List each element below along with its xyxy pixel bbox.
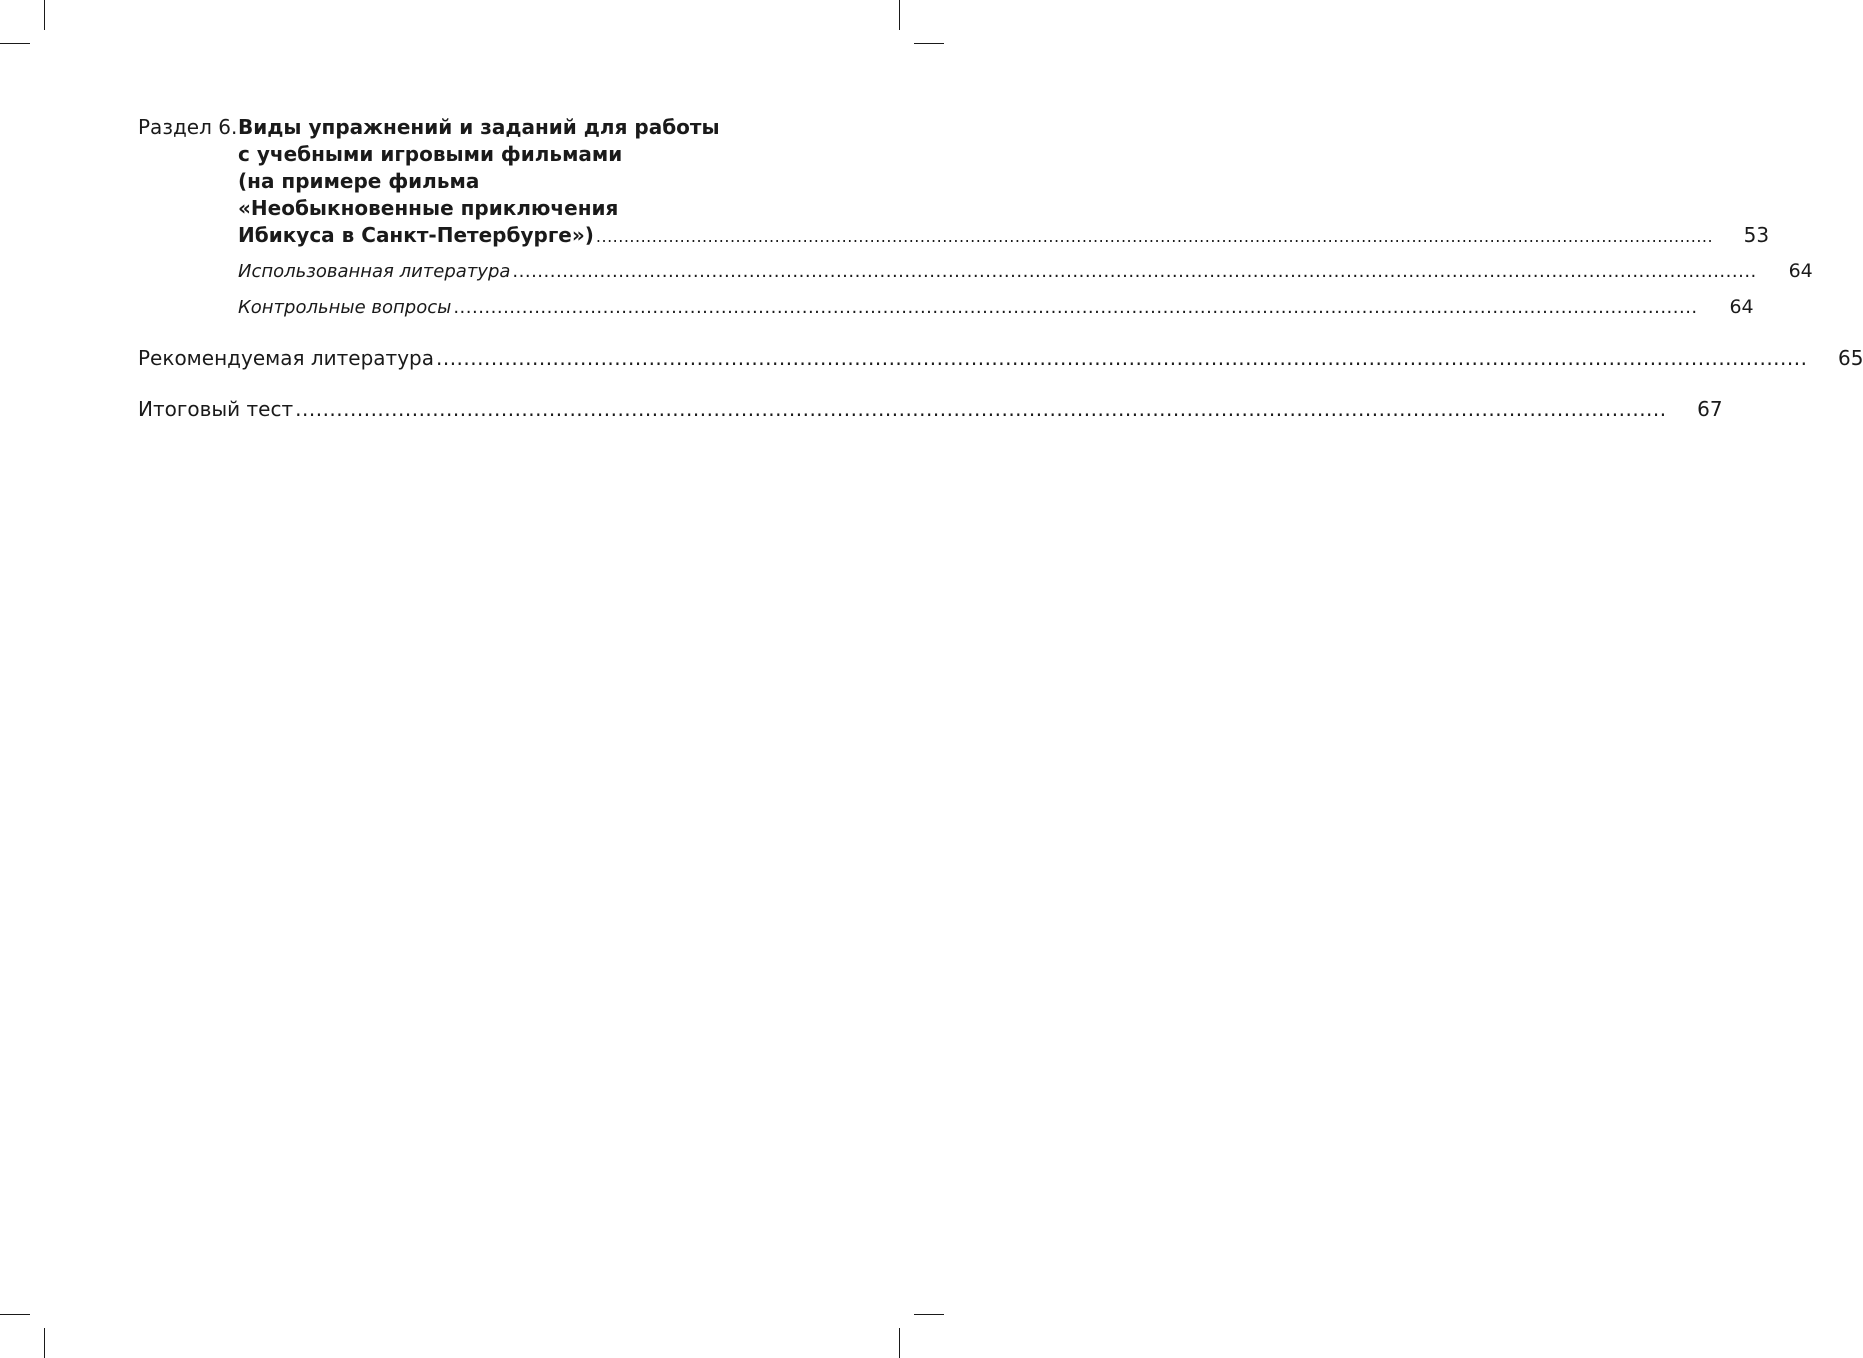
toc-entry-final-test[interactable] xyxy=(138,396,1723,423)
section-title-line: (на примере фильма xyxy=(238,169,480,193)
entry-title: Итоговый тест xyxy=(138,397,294,421)
toc-entry-recommended-literature[interactable] xyxy=(138,345,1863,372)
dot-leader xyxy=(512,260,1756,284)
crop-mark-bottom-right-horizontal xyxy=(914,1314,944,1315)
crop-mark-top-right-horizontal xyxy=(914,43,944,44)
dot-leader xyxy=(453,296,1697,320)
dot-leader xyxy=(436,345,1807,372)
crop-mark-top-left-vertical xyxy=(44,0,45,30)
section-title-line: с учебными игровыми фильмами xyxy=(238,142,623,166)
subentry-title: Использованная литература xyxy=(238,261,511,282)
section-label: Раздел 6. xyxy=(138,115,238,139)
page-number: 67 xyxy=(1697,397,1723,421)
crop-mark-bottom-left-vertical xyxy=(44,1328,45,1358)
section-title xyxy=(238,114,1769,249)
toc-subentry-questions[interactable] xyxy=(238,295,1754,320)
crop-mark-bottom-left-horizontal xyxy=(0,1314,30,1315)
page-number: 53 xyxy=(1743,223,1770,247)
crop-mark-bottom-right-vertical xyxy=(899,1328,900,1358)
crop-mark-top-left-horizontal xyxy=(0,43,30,44)
crop-mark-top-right-vertical xyxy=(899,0,900,30)
table-of-contents xyxy=(138,114,1863,423)
page-number: 64 xyxy=(1729,296,1754,318)
section-title-line: Виды упражнений и заданий для работы xyxy=(238,115,720,139)
subentry-title: Контрольные вопросы xyxy=(238,297,452,318)
section-title-line: Ибикуса в Санкт-Петербурге») xyxy=(238,223,594,247)
page-number: 65 xyxy=(1838,346,1863,370)
page-number: 64 xyxy=(1788,260,1813,282)
dot-leader xyxy=(295,396,1666,423)
entry-title: Рекомендуемая литература xyxy=(138,346,434,370)
toc-subentry-references[interactable] xyxy=(238,259,1813,284)
dot-leader xyxy=(596,227,1713,246)
section-title-line: «Необыкновенные приключения xyxy=(238,196,619,220)
toc-entry-section-6[interactable] xyxy=(138,114,1770,249)
